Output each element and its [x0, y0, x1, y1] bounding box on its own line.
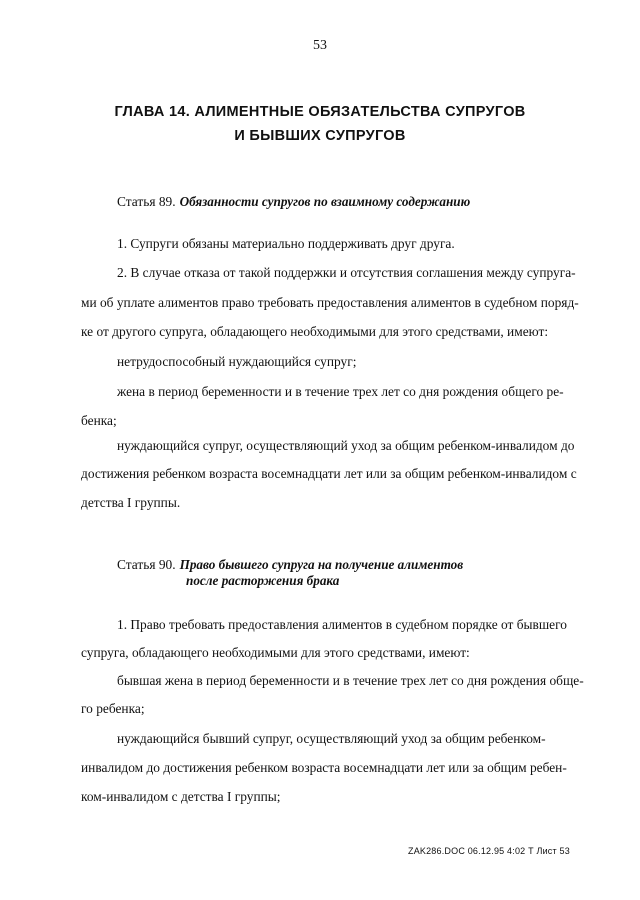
article-90-line: инвалидом до достижения ребенком возраста восемнадцати лет или за общим ребен- [81, 760, 567, 775]
article-90-title-line-1: Право бывшего супруга на получение алиментов [179, 557, 464, 572]
article-90-line: 1. Право требовать предоставления алиментов в судебном порядке от бывшего [117, 617, 567, 632]
page-footer: ZAK286.DOC 06.12.95 4:02 Т Лист 53 [408, 846, 570, 856]
article-89-line: нуждающийся супруг, осуществляющий уход за общим ребенком-инвалидом до [117, 438, 575, 453]
article-89-line: бенка; [81, 413, 117, 428]
article-90-line: нуждающийся бывший супруг, осуществляющий уход за общим ребенком- [117, 731, 546, 746]
article-90-label: Статья 90. [117, 557, 176, 572]
article-89-line: ке от другого супруга, обладающего необходимыми для этого средствами, имеют: [81, 324, 549, 339]
chapter-title-line-2: И БЫВШИХ СУПРУГОВ [234, 128, 406, 144]
article-90-line: супруга, обладающего необходимыми для этого средствами, имеют: [81, 645, 470, 660]
article-90-heading [117, 556, 463, 574]
article-89-title: Обязанности супругов по взаимному содержанию [179, 194, 471, 209]
article-90-line: бывшая жена в период беременности и в течение трех лет со дня рождения обще- [117, 673, 584, 688]
article-89-line: ми об уплате алиментов право требовать предоставления алиментов в судебном поряд- [81, 295, 579, 310]
article-89-line: 2. В случае отказа от такой поддержки и отсутствия соглашения между супруга- [117, 265, 576, 280]
article-89-label: Статья 89. [117, 194, 176, 209]
article-90-line: го ребенка; [81, 701, 145, 716]
article-89-line: жена в период беременности и в течение трех лет со дня рождения общего ре- [117, 384, 564, 399]
article-89-heading [117, 193, 470, 211]
article-89-line: 1. Супруги обязаны материально поддерживать друг друга. [117, 236, 455, 251]
article-90-title-line-2: после расторжения брака [186, 573, 340, 588]
article-89-line: достижения ребенком возраста восемнадцати лет или за общим ребенком-инвалидом с [81, 466, 577, 481]
article-89-line: детства I группы. [81, 495, 181, 510]
article-89-line: нетрудоспособный нуждающийся супруг; [117, 354, 357, 369]
page-number: 53 [313, 38, 327, 53]
chapter-title-line-1: ГЛАВА 14. АЛИМЕНТНЫЕ ОБЯЗАТЕЛЬСТВА СУПРУГОВ [114, 104, 526, 120]
article-90-line: ком-инвалидом с детства I группы; [81, 789, 281, 804]
